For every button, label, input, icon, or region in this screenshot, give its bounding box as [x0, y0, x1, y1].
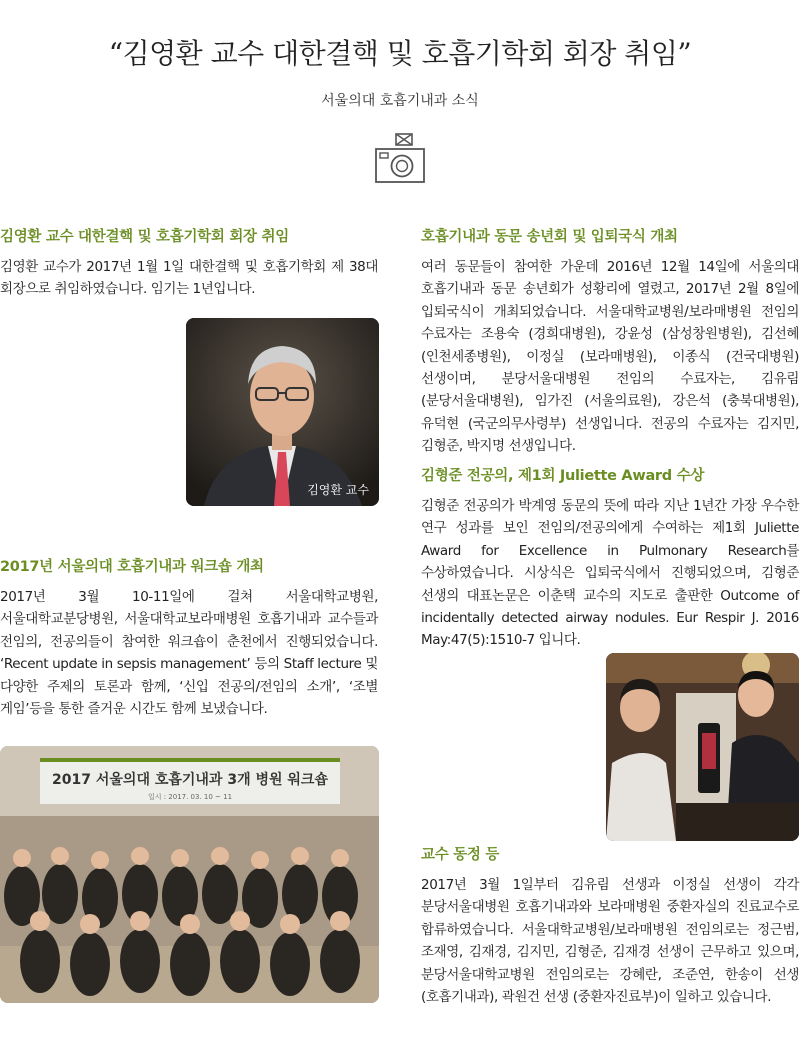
section-heading-faculty: 교수 동정 등	[421, 847, 500, 863]
section-heading-award: 김형준 전공의, 제1회 Juliette Award 수상	[421, 468, 705, 484]
section-body-faculty: 2017년 3월 1일부터 김유림 선생과 이정실 선생이 각각 분당서울대병원 호흡기내과와 보라매병원 중환자실의 진료교수로 합류하였습니다. 서울대학교병원/보라매병원 전임의로는 정근범, 조재영, 김재경, 김지민, 김형준, 김재경 선생이 근무하고 있으며, 분당서울대학교병원 전임의로는 강혜란, 조준연, 한송이 선생 (호흡기내과), 곽원건 선생 (중환자진료부)이 일하고 있습니다.	[421, 877, 799, 1006]
award-ceremony-photo	[606, 653, 799, 841]
section-body-award: 김형준 전공의가 박계영 동문의 뜻에 따라 지난 1년간 가장 우수한 연구 성과를 보인 전임의/전공의에게 수여하는 제1회 Juliette Award for Excellence in Pulmonary Research를 수상하였습니다. 시상식은 입퇴국식에서 진행되었으며, 김형준 선생의 대표논문은 이춘택 교수의 지도로 출판한 Outcome of incidentally detected airway nodules. Eur Respir J. 2016 May:47(5):1510-7 입니다.	[421, 498, 799, 649]
section-body-president: 김영환 교수가 2017년 1월 1일 대한결핵 및 호흡기학회 제 38대 회장으로 취임하였습니다. 임기는 1년입니다.	[0, 259, 378, 298]
page-title: “김영환 교수 대한결핵 및 호흡기학회 회장 취임”	[108, 37, 692, 70]
professor-portrait-photo	[186, 318, 379, 506]
section-heading-president: 김영환 교수 대한결핵 및 호흡기학회 회장 취임	[0, 229, 289, 245]
section-body-alumni: 여러 동문들이 참여한 가운데 2016년 12월 14일에 서울의대 호흡기내과 동문 송년회가 성황리에 열렸고, 2017년 2월 8일에 입퇴국식이 개최되었습니다. 서울대학교병원/보라매병원 전임의 수료자는 조용숙 (경희대병원), 강윤성 (삼성창원병원), 김선혜 (인천세종병원), 이정실 (보라매병원), 이종식 (건국대병원) 선생이며, 분당서울대병원 전임의 수료자는, 김유림 (분당서울대병원), 임가진 (서울의료원), 강은석 (충북대병원), 유덕현 (국군의무사령부) 선생입니다. 전공의 수료자는 김지민, 김형준, 박지명 선생입니다.	[421, 259, 799, 455]
camera-icon	[374, 132, 426, 186]
banner-text: 2017 서울의대 호흡기내과 3개 병원 워크숍	[52, 772, 328, 788]
banner-subtext: 일시 : 2017. 03. 10 ~ 11	[147, 793, 233, 801]
page-subtitle: 서울의대 호흡기내과 소식	[321, 93, 479, 109]
photo-caption: 김영환 교수	[307, 483, 369, 497]
section-body-workshop: 2017년 3월 10-11일에 걸쳐 서울대학교병원, 서울대학교분당병원, 서울대학교보라매병원 호흡기내과 교수들과 전임의, 전공의들이 참여한 워크숍이 춘천에서 진행되었습니다. ‘Recent update in sepsis management’ 등의 Staff lecture 및 다양한 주제의 토론과 함께, ‘신입 전공의/전임의 소개’, ‘조별 게임’등을 통한 즐거운 시간도 함께 보냈습니다.	[0, 589, 378, 718]
section-heading-workshop: 2017년 서울의대 호흡기내과 워크숍 개최	[0, 559, 264, 575]
section-heading-alumni: 호흡기내과 동문 송년회 및 입퇴국식 개최	[421, 229, 678, 245]
workshop-group-photo	[0, 746, 379, 1003]
